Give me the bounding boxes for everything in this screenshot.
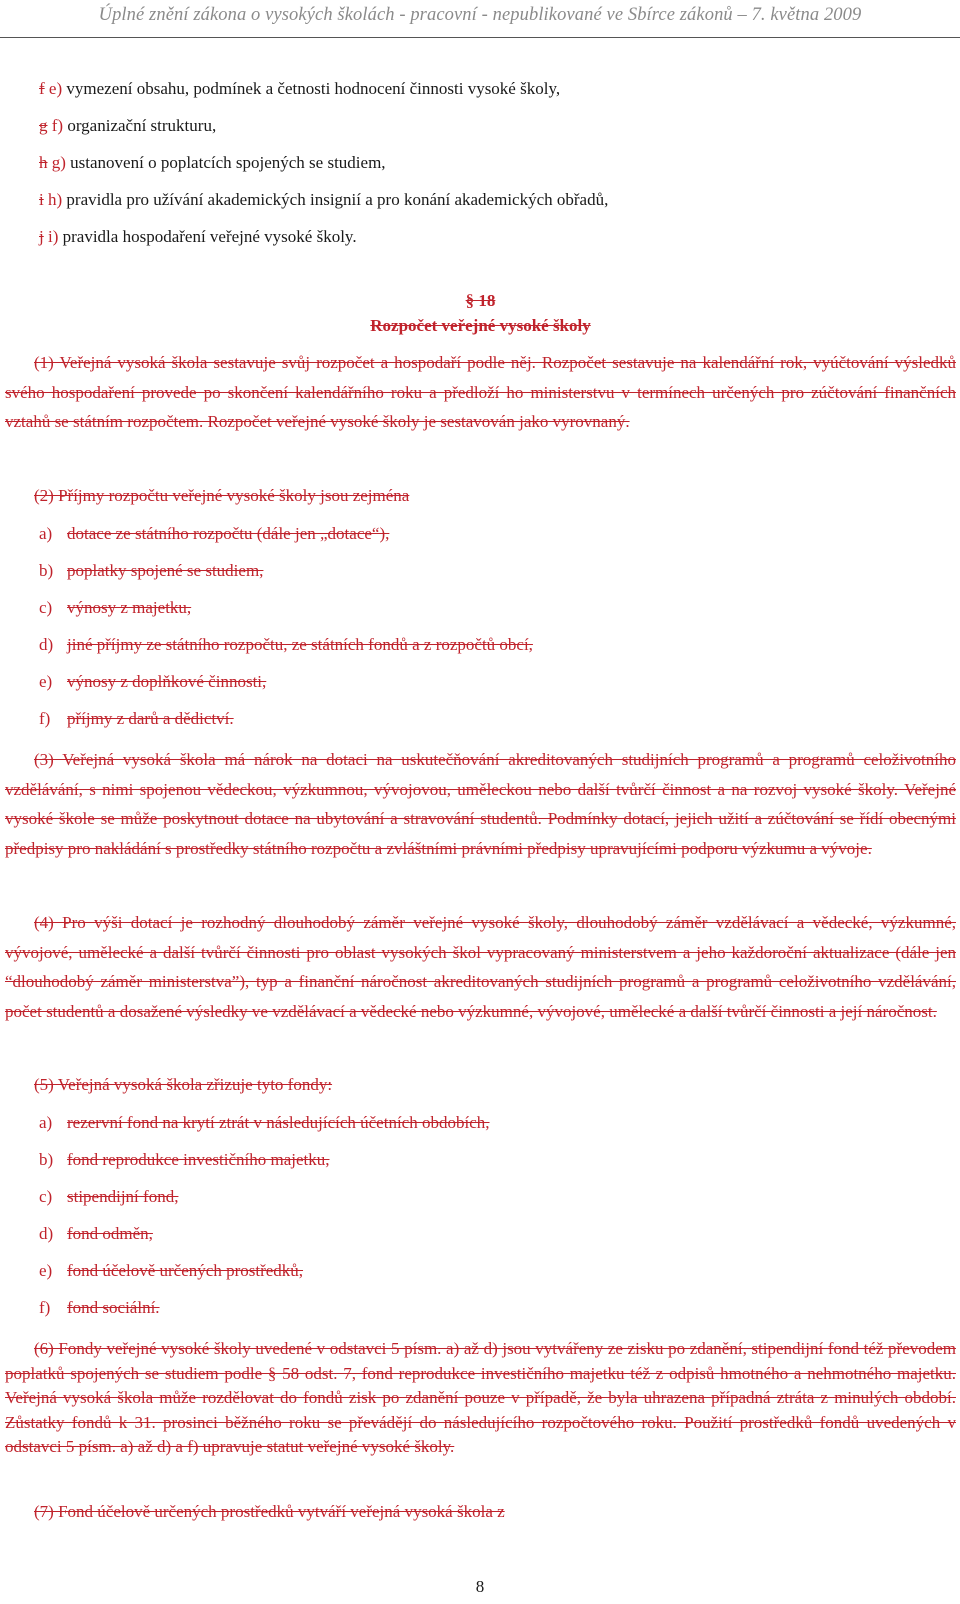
inserted-label: g) bbox=[47, 153, 66, 172]
item-text: fond účelově určených prostředků, bbox=[67, 1261, 304, 1280]
paragraph-5: (5) Veřejná vysoká škola zřizuje tyto fondy: bbox=[34, 1075, 333, 1094]
list-item bbox=[39, 1223, 153, 1245]
item-text: ustanovení o poplatcích spojených se studiem, bbox=[65, 153, 386, 172]
item-text: organizační strukturu, bbox=[63, 116, 217, 135]
item-text: dotace ze státního rozpočtu (dále jen „dotace“), bbox=[67, 524, 390, 543]
item-text: stipendijní fond, bbox=[67, 1187, 179, 1206]
item-label: e) bbox=[39, 1261, 53, 1280]
list-item bbox=[39, 152, 386, 174]
item-text: fond odměn, bbox=[67, 1224, 153, 1243]
paragraph-7: (7) Fond účelově určených prostředků vytváří veřejná vysoká škola z bbox=[34, 1502, 505, 1521]
list-item bbox=[39, 78, 560, 100]
inserted-label: e) bbox=[44, 79, 63, 98]
paragraph-3: (3) Veřejná vysoká škola má nárok na dotaci na uskutečňování akreditovaných studijních programů a programů celoživotního vzdělávání, s nimi spojenou vědeckou, výzkumnou, vývojovou, uměleckou nebo další tvůrčí činnost a na rozvoj vysoké školy. Veřejné vysoké škole se může poskytnout dotace na ubytování a stravování studentů. Podmínky dotací, jejich užití a zúčtování se řídí obecnými předpisy pro nakládání s prostředky státního rozpočtu a zvláštními právními předpisy upravujícími podporu výzkumu a vývoje. bbox=[5, 750, 956, 858]
item-label: a) bbox=[39, 524, 53, 543]
deleted-label: g bbox=[39, 116, 48, 135]
item-label: d) bbox=[39, 1224, 54, 1243]
list-item bbox=[39, 226, 357, 248]
list-item bbox=[39, 560, 263, 582]
item-text: fond sociální. bbox=[67, 1298, 160, 1317]
item-text: jiné příjmy ze státního rozpočtu, ze státních fondů a z rozpočtů obcí, bbox=[67, 635, 533, 654]
list-item bbox=[39, 115, 216, 137]
inserted-label: f) bbox=[47, 116, 64, 135]
item-text: vymezení obsahu, podmínek a četnosti hodnocení činnosti vysoké školy, bbox=[62, 79, 561, 98]
list-item bbox=[39, 523, 389, 545]
item-label: f) bbox=[39, 1298, 51, 1317]
item-label: d) bbox=[39, 635, 54, 654]
item-text: fond reprodukce investičního majetku, bbox=[67, 1150, 330, 1169]
item-text: poplatky spojené se studiem, bbox=[67, 561, 264, 580]
inserted-label: h) bbox=[43, 190, 63, 209]
list-item bbox=[39, 597, 191, 619]
item-text: pravidla hospodaření veřejné vysoké školy. bbox=[58, 227, 357, 246]
item-label: b) bbox=[39, 1150, 54, 1169]
list-item bbox=[39, 1112, 490, 1134]
list-item bbox=[39, 671, 266, 693]
deleted-label: f bbox=[39, 79, 45, 98]
list-item bbox=[39, 1297, 160, 1319]
item-text: výnosy z majetku, bbox=[67, 598, 192, 617]
section-number: § 18 bbox=[465, 291, 496, 310]
list-item bbox=[39, 634, 533, 656]
paragraph-2: (2) Příjmy rozpočtu veřejné vysoké školy jsou zejména bbox=[34, 486, 410, 505]
list-item bbox=[39, 1149, 329, 1171]
item-text: pravidla pro užívání akademických insignií a pro konání akademických obřadů, bbox=[62, 190, 609, 209]
list-item bbox=[39, 1186, 178, 1208]
paragraph-4: (4) Pro výši dotací je rozhodný dlouhodobý záměr veřejné vysoké školy, dlouhodobý záměr vzdělávací a vědecké, výzkumné, vývojové, umělecké a další tvůrčí činnosti pro oblast vysokých škol vypracovaný ministerstvem a jeho každoroční aktualizace (dále jen “dlouhodobý záměr ministerstva”), typ a finanční náročnost akreditovaných studijních programů a programů celoživotního vzdělávání, počet studentů a dosažené výsledky ve vzdělávací a vědecké nebo výzkumné, vývojové, umělecké a další tvůrčí činnosti a její náročnost. bbox=[5, 913, 956, 1021]
inserted-label: i) bbox=[43, 227, 59, 246]
item-text: rezervní fond na krytí ztrát v následujících účetních obdobích, bbox=[67, 1113, 490, 1132]
item-text: příjmy z darů a dědictví. bbox=[67, 709, 234, 728]
item-text: výnosy z doplňkové činnosti, bbox=[67, 672, 267, 691]
running-header bbox=[0, 0, 960, 38]
item-label: e) bbox=[39, 672, 53, 691]
paragraph-6: (6) Fondy veřejné vysoké školy uvedené v odstavci 5 písm. a) až d) jsou vytvářeny ze zisku po zdanění, stipendijní fond též převodem poplatků spojených se studiem podle § 58 odst. 7, fond reprodukce investičního majetku též z odpisů hmotného a nehmotného majetku. Veřejná vysoká škola může rozdělovat do fondů zisk po zdanění pouze v případě, že byla uhrazena případná ztráta z minulých období. Zůstatky fondů k 31. prosinci běžného roku se převádějí do následujícího rozpočtového roku. Použití prostředků fondů uvedených v odstavci 5 písm. a) až d) a f) upravuje statut veřejné vysoké školy. bbox=[5, 1339, 956, 1456]
deleted-label: h bbox=[39, 153, 48, 172]
paragraph-1: (1) Veřejná vysoká škola sestavuje svůj rozpočet a hospodaří podle něj. Rozpočet sestavuje na kalendářní rok, vyúčtování výsledků svého hospodaření provede po skončení kalendářního roku a předloží ho ministerstvu v termínech určených pro zúčtování finančních vztahů se státním rozpočtem. Rozpočet veřejné vysoké školy je sestavován jako vyrovnaný. bbox=[5, 353, 956, 431]
item-label: c) bbox=[39, 598, 53, 617]
item-label: b) bbox=[39, 561, 54, 580]
page-number: 8 bbox=[475, 1577, 485, 1596]
deleted-label: i bbox=[39, 190, 44, 209]
list-item bbox=[39, 189, 608, 211]
section-title: Rozpočet veřejné vysoké školy bbox=[370, 316, 591, 335]
item-label: f) bbox=[39, 709, 51, 728]
deleted-label: j bbox=[39, 227, 44, 246]
list-item bbox=[39, 1260, 303, 1282]
header-title: Úplné znění zákona o vysokých školách - pracovní - nepublikované ve Sbírce zákonů – 7. května 2009 bbox=[98, 5, 862, 25]
list-item bbox=[39, 708, 234, 730]
item-label: c) bbox=[39, 1187, 53, 1206]
item-label: a) bbox=[39, 1113, 53, 1132]
